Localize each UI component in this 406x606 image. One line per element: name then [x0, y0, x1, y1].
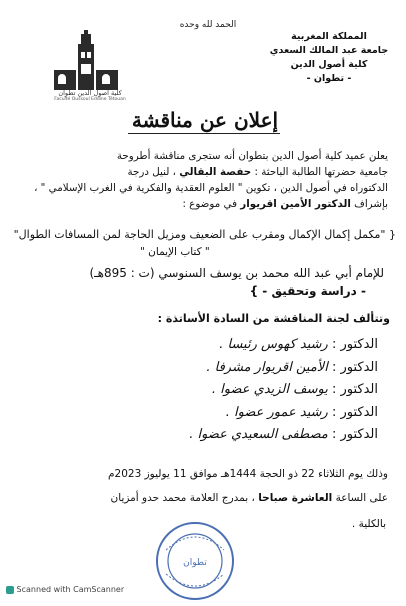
student-line-post: ، لنيل درجة	[127, 166, 180, 178]
jury-title: الدكتور	[340, 360, 378, 375]
supervisor-line	[182, 198, 388, 210]
study-type: - دراسة وتحقيق - }	[249, 284, 366, 298]
title-underline	[128, 133, 280, 134]
thesis-title: { "مكمل إكمال الإكمال ومقرب على الضعيف ومزيل الحاجة لمن المسافات الطوال"	[13, 228, 396, 241]
student-line	[128, 166, 388, 178]
supervisor-name: الدكتور الأمين اقريوار	[240, 198, 351, 210]
jury-name: رشيد عمور عضوا .	[225, 405, 328, 420]
thesis-author: للإمام أبي عبد الله محمد بن يوسف السنوسي (ت : 895هـ)	[89, 266, 384, 280]
venue-line: بالكلية .	[351, 518, 386, 530]
scanner-text: Scanned with CamScanner	[16, 585, 125, 594]
jury-name: رشيد كهوس رئيسا .	[219, 337, 328, 352]
institution-header	[264, 30, 394, 86]
city-line: - تطوان -	[306, 73, 352, 84]
time-pre: على الساعة	[332, 492, 388, 504]
scanner-watermark	[6, 585, 124, 594]
jury-name: يوسف الزيدي عضوا .	[211, 382, 328, 397]
university-line: جامعة عبد المالك السعدي	[269, 45, 389, 56]
degree-line: الدكتوراه في أصول الدين ، تكوين " العلوم العقدية والفكرية في الغرب الإسلامي " ،	[34, 182, 388, 194]
intro-line: يعلن عميد كلية أصول الدين بتطوان أنه ستجرى مناقشة أطروحة	[116, 150, 388, 162]
official-stamp	[154, 520, 236, 602]
jury-name: الأمين اقريوار مشرفا .	[206, 360, 328, 375]
supervisor-pre: بإشراف	[350, 198, 388, 210]
jury-member: الدكتور : يوسف الزيدي عضوا .	[211, 382, 378, 397]
jury-member: الدكتور : الأمين اقريوار مشرفا .	[206, 360, 378, 375]
defense-time: العاشرة صباحا	[258, 492, 333, 504]
jury-member: الدكتور : رشيد عمور عضوا .	[225, 405, 378, 420]
jury-title: الدكتور	[340, 427, 378, 442]
announcement-title: إعلان عن مناقشة	[131, 108, 279, 132]
faculty-line: كلية أصول الدين	[290, 59, 368, 70]
place-text: ، بمدرج العلامة محمد حدو أمزيان	[110, 492, 259, 504]
jury-title: الدكتور	[340, 382, 378, 397]
jury-member: الدكتور : رشيد كهوس رئيسا .	[219, 337, 378, 352]
student-line-pre: جامعية حضرتها الطالبة الباحثة :	[251, 166, 388, 178]
date-line: وذلك يوم الثلاثاء 22 ذو الحجة 1444هـ موافق 11 يوليوز 2023م	[108, 468, 388, 480]
logo-caption: كلية أصول الدين تطوان	[58, 89, 122, 97]
minaret-logo-icon	[40, 30, 130, 90]
jury-title: الدكتور	[340, 405, 378, 420]
jury-heading: وتتألف لجنة المناقشة من السادة الأساتذة :	[157, 312, 390, 325]
logo-subcaption: Faculté Oussoul Eddine Tétouan	[54, 97, 126, 102]
camscanner-icon	[6, 586, 14, 594]
time-place-line	[111, 492, 388, 504]
supervisor-post: في موضوع :	[182, 198, 241, 210]
stamp-text: تطوان	[183, 558, 207, 568]
jury-member: الدكتور : مصطفى السعيدي عضوا .	[189, 427, 378, 442]
jury-title: الدكتور	[340, 337, 378, 352]
stamp-seal-icon	[154, 520, 236, 602]
thesis-subtitle: " كتاب الإيمان "	[140, 246, 210, 258]
student-name: حفصة البقالي	[179, 166, 252, 178]
kingdom-line: المملكة المغربية	[291, 31, 367, 42]
jury-name: مصطفى السعيدي عضوا .	[189, 427, 328, 442]
basmala: الحمد لله وحده	[179, 20, 237, 30]
